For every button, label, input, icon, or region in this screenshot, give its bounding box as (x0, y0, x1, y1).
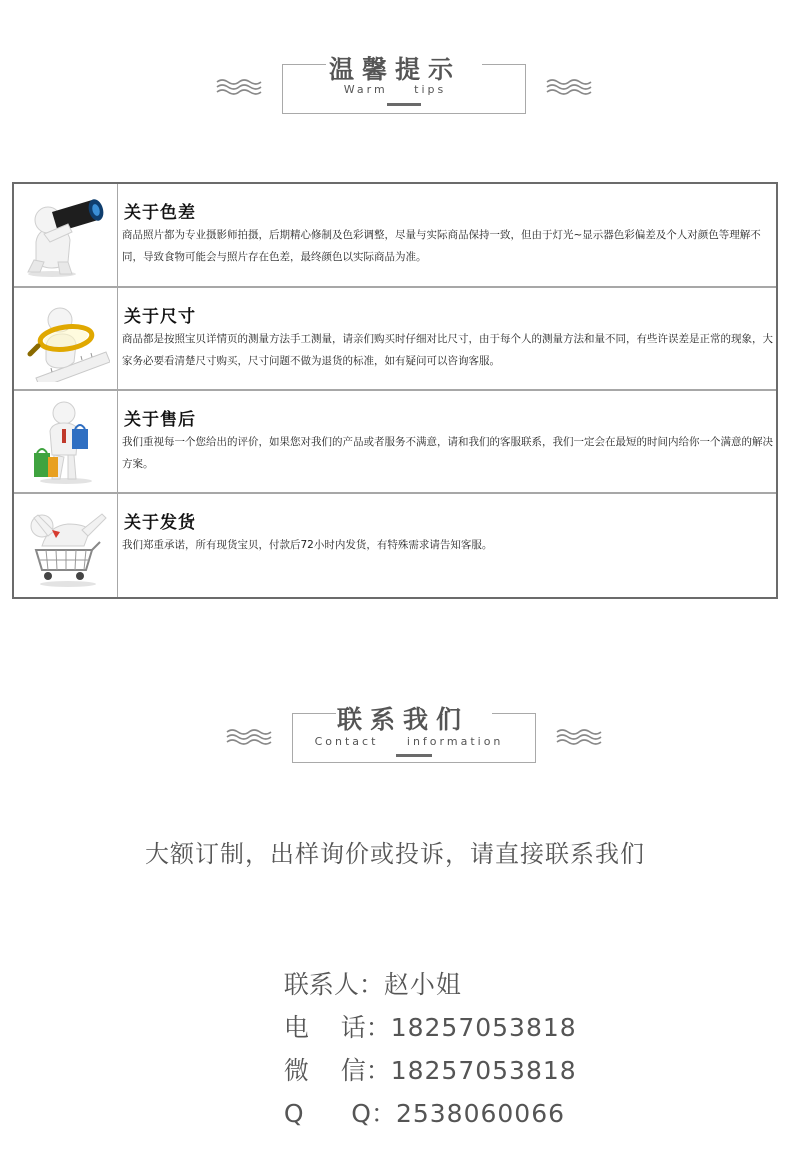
section-subtitle: Warm tips (343, 83, 447, 96)
title-underbar (396, 754, 432, 757)
contact-label: Q Q： (283, 1099, 396, 1128)
notice-body: 商品都是按照宝贝详情页的测量方法手工测量，请亲们购买时仔细对比尺寸，由于每个人的测量方法和量不同，有些许误差是正常的现象，大家务必要看清楚尺寸购买，尺寸问题不做为退货的标准，如有疑问可以咨询客服。 (122, 333, 773, 367)
contact-label: 电 话： (283, 1013, 391, 1042)
notice-body: 我们重视每一个您给出的评价，如果您对我们的产品或者服务不满意，请和我们的客服联系，我们一定会在最短的时间内给你一个满意的解决方案。 (122, 436, 773, 470)
notice-row-color (14, 184, 776, 288)
contact-header (0, 700, 790, 760)
contact-label: 微 信： (283, 1056, 391, 1085)
warm-tips-header (0, 50, 790, 110)
magnifier-ruler-figure-icon (22, 294, 110, 382)
contact-qq-row (268, 1065, 565, 1130)
notice-row-size (14, 288, 776, 391)
notice-title: 关于售后 (124, 410, 196, 430)
shopping-bags-figure-icon (22, 397, 110, 485)
contact-tagline: 大额订制，出样询价或投诉，请直接联系我们 (145, 840, 645, 868)
contact-value: 赵小姐 (383, 970, 462, 999)
contact-label: 联系人： (283, 970, 384, 999)
notice-icon-cell (14, 184, 118, 286)
contact-value: 2538060066 (395, 1099, 566, 1128)
notice-body: 商品照片都为专业摄影师拍摄，后期精心修制及色彩调整，尽量与实际商品保持一致，但由于灯光~显示器色彩偏差及个人对颜色等理解不同，导致食物可能会与照片存在色差，最终颜色以实际商品为准。 (122, 229, 761, 263)
camera-figure-icon (22, 190, 110, 278)
contact-value: 18257053818 (390, 1056, 577, 1085)
notice-title: 关于发货 (124, 513, 196, 533)
notice-icon-cell (14, 288, 118, 389)
notice-table (12, 182, 778, 599)
section-title: 联系我们 (336, 705, 469, 734)
shopping-cart-figure-icon (22, 500, 110, 588)
section-title: 温馨提示 (328, 55, 461, 84)
contact-value: 18257053818 (390, 1013, 577, 1042)
notice-icon-cell (14, 494, 118, 597)
notice-icon-cell (14, 391, 118, 492)
notice-row-aftersale (14, 391, 776, 494)
notice-body: 我们郑重承诺，所有现货宝贝，付款后72小时内发货，有特殊需求请告知客服。 (122, 539, 493, 551)
title-underbar (387, 103, 421, 106)
notice-title: 关于尺寸 (124, 307, 196, 327)
notice-row-shipping (14, 494, 776, 597)
section-subtitle: Contact information (314, 735, 504, 748)
notice-title: 关于色差 (124, 203, 196, 223)
